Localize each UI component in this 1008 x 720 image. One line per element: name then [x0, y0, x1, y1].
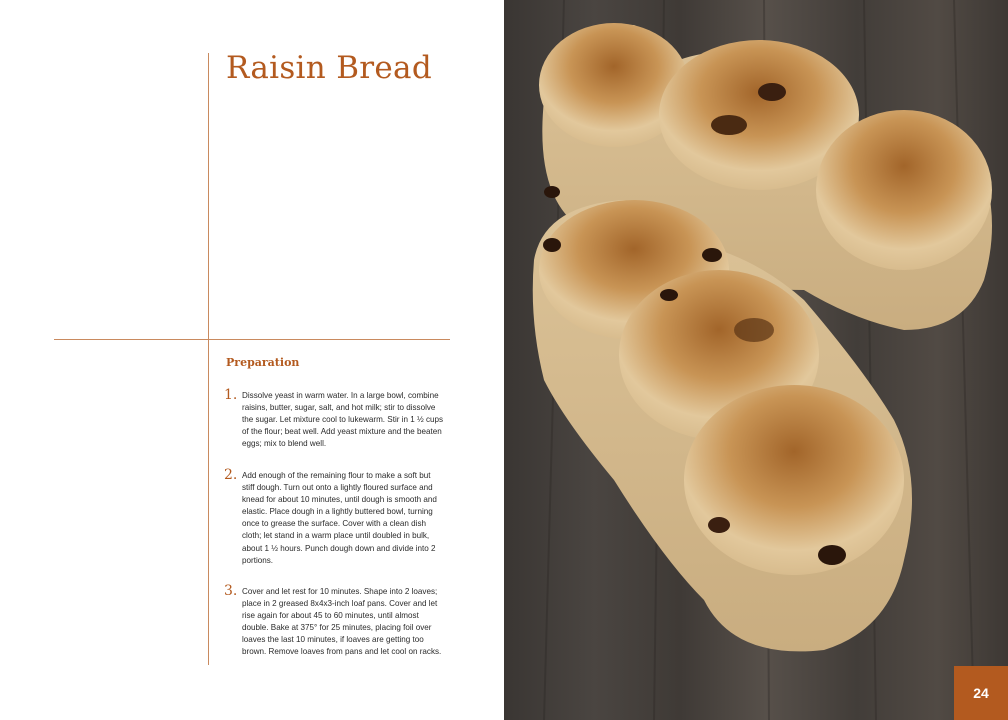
preparation-heading: Preparation — [226, 356, 300, 369]
vertical-rule — [208, 53, 209, 665]
step-text: Add enough of the remaining flour to make a soft but stiff dough. Turn out onto a lightly floured surface and knead for about 10 minutes, until dough is smooth and elastic. Place dough in a lightly buttered bowl, turning once to grease the surface. Cover with a clean dish cloth; let stand in a warm place until doubled in bulk, about 1 ½ hours. Punch dough down and divide into 2 portions. — [242, 471, 437, 565]
step-text: Cover and let rest for 10 minutes. Shape into 2 loaves; place in 2 greased 8x4x3-inch loaf pans. Cover and let rise again for about 45 to 60 minutes, until almost double. Bake at 375° for 25 minutes, placing foil over loaves the last 10 minutes, if loaves are getting too brown. Remove loaves from pans and let cool on racks. — [242, 587, 442, 657]
step-text: Dissolve yeast in warm water. In a large bowl, combine raisins, butter, sugar, salt, and hot milk; stir to dissolve the sugar. Let mixture cool to lukewarm. Stir in 1 ½ cups of the flour; beat well. Add yeast mixture and the beaten eggs; mix to blend well. — [242, 391, 444, 449]
horizontal-rule — [54, 339, 450, 340]
step-number: 3. — [224, 583, 238, 599]
raisin-bread-photo — [504, 0, 1008, 720]
step-number: 1. — [224, 387, 238, 403]
step-number: 2. — [224, 467, 238, 483]
page-number-badge — [954, 666, 1008, 720]
page-number: 24 — [973, 685, 989, 701]
recipe-title: Raisin Bread — [226, 50, 432, 86]
bread-illustration — [504, 0, 1008, 720]
